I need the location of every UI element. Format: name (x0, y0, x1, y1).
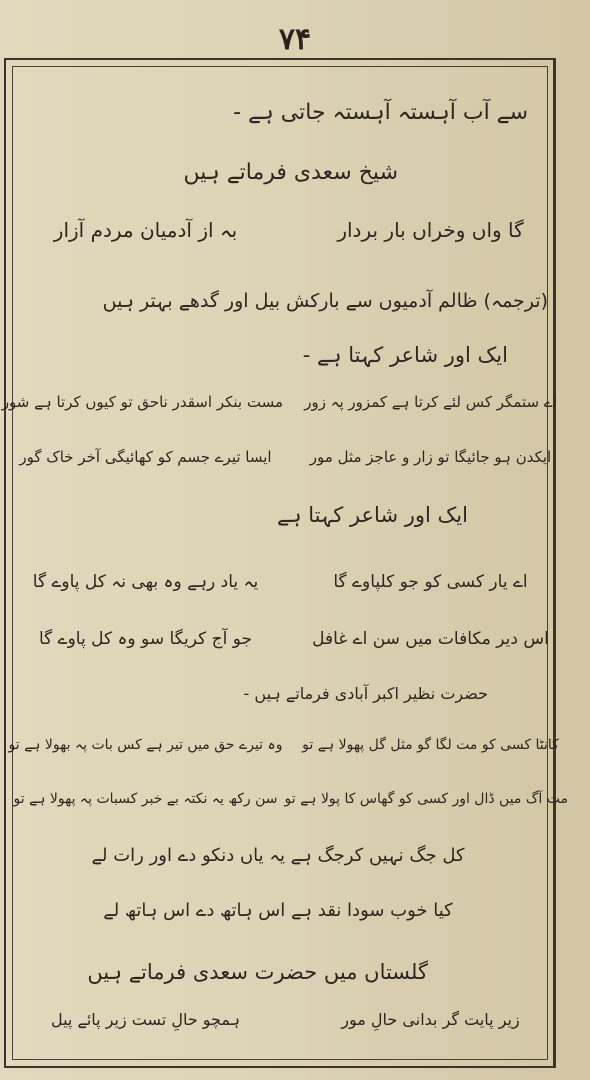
verse-couplet (8, 791, 568, 827)
verse-couplet (8, 737, 568, 773)
verse-second-hemistich: مست بنکر اسقدر ناحق تو کیوں کرتا ہے شور (1, 393, 283, 411)
verse-second-hemistich: بہ از آدمیان مردم آزار (53, 218, 238, 242)
verse-first-hemistich: اے ستمگر کس لئے کرتا ہے کمزور پہ زور (304, 393, 557, 411)
verse-second-hemistich: ایسا تیرے جسم کو کھائیگی آخر خاک گور (19, 448, 272, 466)
verse-first-hemistich: گا واں وخراں بار بردار (337, 218, 524, 242)
section-heading: گلستاں میں حضرت سعدی فرماتے ہیں (87, 960, 428, 984)
section-heading: حضرت نظیر اکبر آبادی فرماتے ہیں - (243, 684, 488, 703)
verse-second-hemistich: یہ یاد رہے وہ بھی نہ کل پاوے گا (32, 572, 259, 592)
centered-verse-line: کیا خوب سودا نقد ہے اس ہاتھ دے اس ہاتھ لے (103, 900, 453, 921)
verse-first-hemistich: کانٹا کسی کو مت لگا گو مثل گل پھولا ہے تو (302, 737, 559, 753)
verse-couplet (8, 448, 568, 484)
prose-line: (ترجمہ) ظالم آدمیوں سے بارکش بیل اور گدھے بہتر ہیں (102, 290, 548, 312)
verse-second-hemistich: سن رکھ یہ نکتہ بے خبر کسبات پہ پھولا ہے تو (13, 791, 278, 807)
verse-couplet (8, 571, 568, 607)
verse-first-hemistich: زیر پایت گر بدانی حالِ مور (341, 1010, 520, 1029)
verse-first-hemistich: اے یار کسی کو جو کلپاوے گا (333, 572, 528, 592)
verse-couplet (8, 628, 568, 664)
verse-first-hemistich: ایکدن ہو جائیگا تو زار و عاجز مثل مور (309, 448, 552, 466)
prose-line: سے آب آہستہ آہستہ جاتی ہے - (233, 100, 528, 125)
section-heading: ایک اور شاعر کہتا ہے (276, 503, 468, 527)
verse-second-hemistich: ہمچو حالِ تست زیر پائے پیل (50, 1010, 241, 1029)
section-heading: شیخ سعدی فرماتے ہیں (183, 160, 398, 185)
verse-couplet (8, 1010, 568, 1046)
verse-second-hemistich: وہ تیرے حق میں تیر ہے کس بات پہ بھولا ہے تو (8, 737, 283, 753)
section-heading: ایک اور شاعر کہتا ہے - (302, 343, 508, 367)
page-number: ۷۴ (278, 22, 312, 57)
verse-couplet (1, 393, 568, 429)
text-body (1, 0, 568, 1080)
verse-first-hemistich: مت آگ میں ڈال اور کسی کو گھاس کا پولا ہے تو (284, 791, 568, 807)
verse-second-hemistich: جو آج کریگا سو وہ کل پاوے گا (38, 629, 253, 649)
centered-verse-line: کل جگ نہیں کرجگ ہے یہ یاں دنکو دے اور رات لے (91, 845, 465, 866)
verse-couplet (8, 218, 568, 254)
verse-first-hemistich: اس دیر مکافات میں سن اے غافل (312, 629, 549, 649)
